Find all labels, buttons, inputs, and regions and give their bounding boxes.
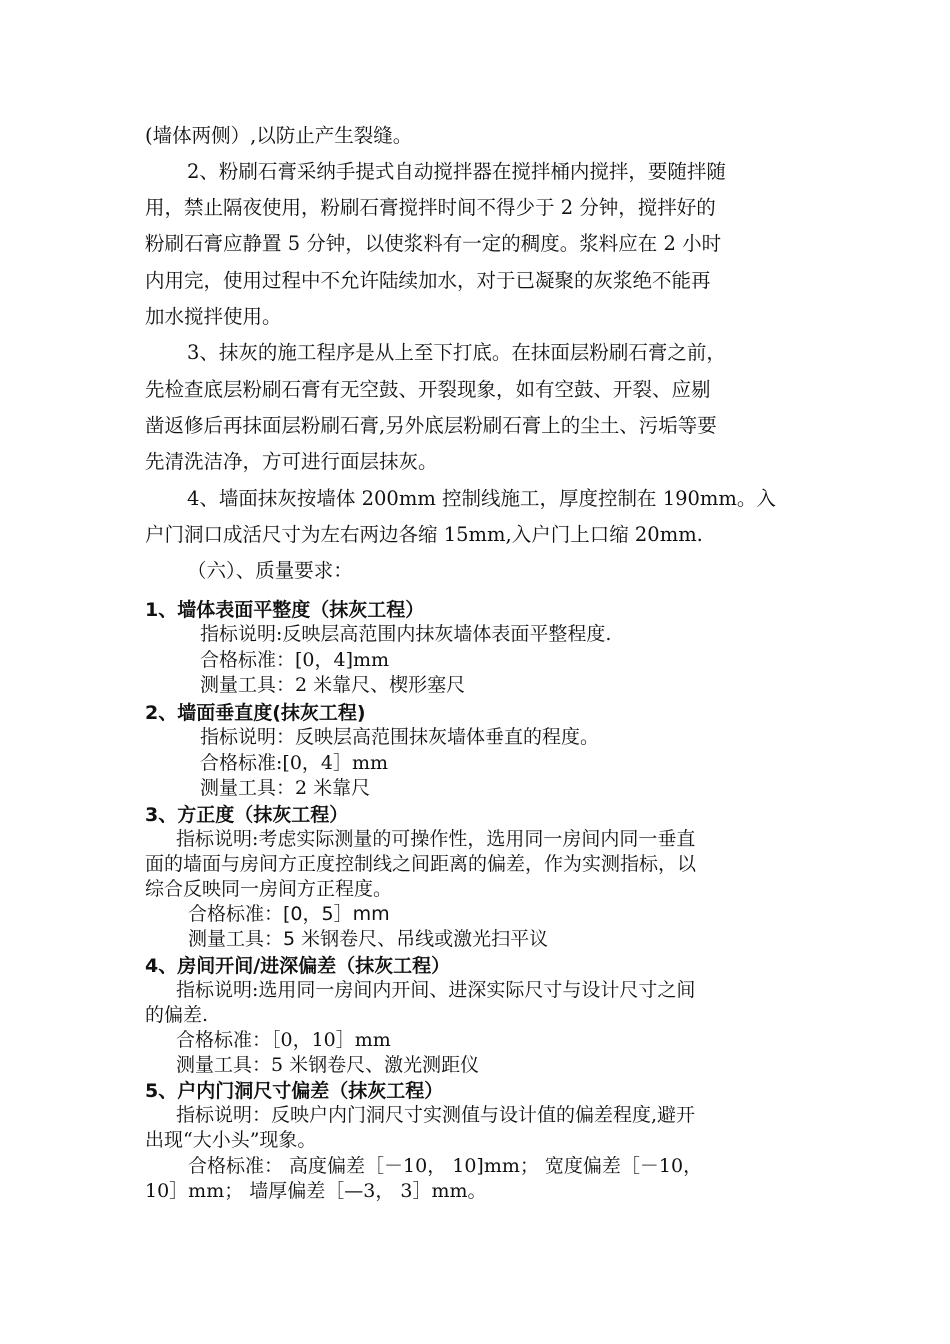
item-line: 测量工具：5 米钢卷尺、激光测距仪	[176, 1054, 480, 1076]
item-heading: 2、墙面垂直度(抹灰工程)	[145, 702, 366, 724]
paragraph-line: 用，禁止隔夜使用，粉刷石膏搅拌时间不得少于 2 分钟，搅拌好的	[145, 196, 716, 219]
paragraph-line: 3、抹灰的施工程序是从上至下打底。在抹面层粉刷石膏之前，	[187, 341, 726, 364]
item-line: 测量工具：2 米靠尺、楔形塞尺	[200, 674, 466, 696]
section-title: （六）、质量要求：	[187, 559, 353, 582]
item-line: 合格标准：［0，10］mm	[176, 1029, 391, 1051]
paragraph-line: 先清洗洁净，方可进行面层抹灰。	[145, 450, 438, 473]
item-heading: 4、房间开间/进深偏差（抹灰工程）	[145, 955, 451, 977]
paragraph-line: 凿返修后再抹面层粉刷石膏,另外底层粉刷石膏上的尘土、污垢等要	[145, 414, 717, 437]
item-heading: 3、方正度（抹灰工程）	[145, 804, 349, 826]
item-heading: 1、墙体表面平整度（抹灰工程）	[145, 599, 425, 621]
paragraph-line: 加水搅拌使用。	[145, 305, 282, 328]
item-heading: 5、户内门洞尺寸偏差（抹灰工程）	[145, 1080, 444, 1102]
item-line: 合格标准:[0，4］mm	[200, 752, 389, 774]
item-line: 指标说明:选用同一房间内开间、进深实际尺寸与设计尺寸之间	[176, 979, 696, 1001]
paragraph-line: (墙体两侧）,以防止产生裂缝。	[145, 124, 413, 147]
item-line: 综合反映同一房间方正程度。	[145, 878, 393, 900]
paragraph-line: 2、粉刷石膏采纳手提式自动搅拌器在搅拌桶内搅拌，要随拌随	[187, 160, 726, 183]
item-line: 指标说明：反映层高范围抹灰墙体垂直的程度。	[200, 726, 600, 748]
item-line: 指标说明：反映户内门洞尺寸实测值与设计值的偏差程度,避开	[176, 1104, 696, 1126]
paragraph-line: 4、墙面抹灰按墙体 200mm 控制线施工，厚度控制在 190mm。入	[187, 487, 776, 510]
paragraph-line: 户门洞口成活尺寸为左右两边各缩 15mm,入户门上口缩 20mm.	[145, 523, 703, 546]
item-line: 10］mm； 墙厚偏差［—3， 3］mm。	[145, 1180, 487, 1202]
item-line: 面的墙面与房间方正度控制线之间距离的偏差，作为实测指标，以	[145, 853, 697, 875]
item-line: 合格标准： 高度偏差［－10， 10]mm； 宽度偏差［－10，	[188, 1155, 703, 1177]
item-line: 合格标准：[0，4]mm	[200, 649, 390, 671]
item-line: 出现“大小头”现象。	[145, 1129, 317, 1151]
item-line: 的偏差.	[145, 1004, 209, 1026]
item-line: 指标说明:反映层高范围内抹灰墙体表面平整程度.	[200, 623, 612, 645]
item-line: 测量工具：5 米钢卷尺、吊线或激光扫平议	[188, 928, 549, 950]
item-line: 合格标准：[0，5］mm	[188, 903, 390, 925]
paragraph-line: 内用完，使用过程中不允许陆续加水，对于已凝聚的灰浆绝不能再	[145, 269, 711, 292]
paragraph-line: 粉刷石膏应静置 5 分钟，以使浆料有一定的稠度。浆料应在 2 小时	[145, 232, 722, 255]
item-line: 指标说明:考虑实际测量的可操作性，选用同一房间内同一垂直	[176, 828, 696, 850]
paragraph-line: 先检查底层粉刷石膏有无空鼓、开裂现象，如有空鼓、开裂、应剔	[145, 378, 711, 401]
item-line: 测量工具：2 米靠尺	[200, 777, 371, 799]
